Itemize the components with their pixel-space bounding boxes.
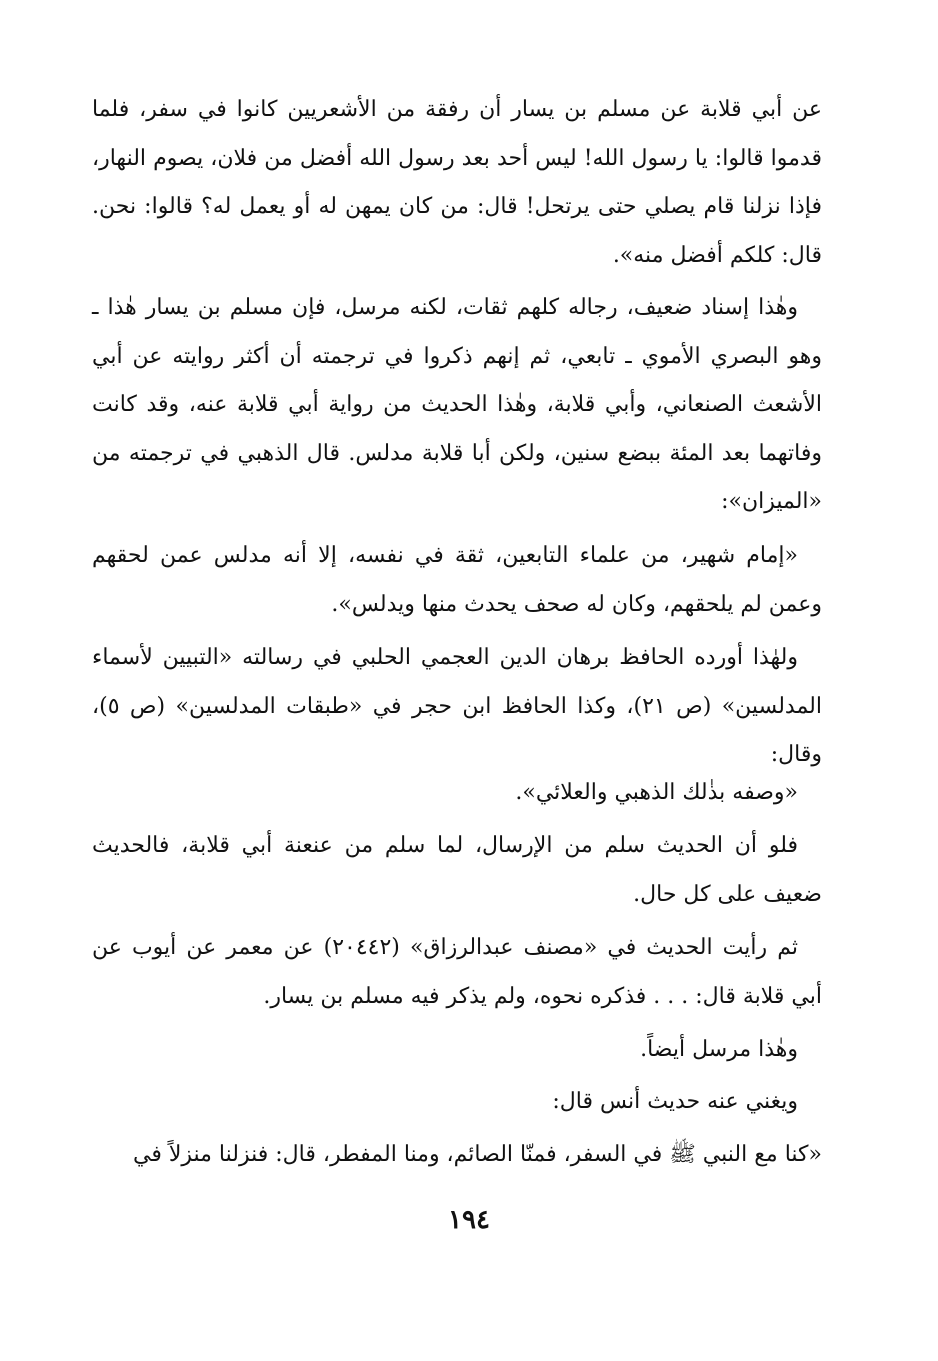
paragraph-hadith-continuation: [92, 86, 822, 280]
paragraph-description-quote: [92, 769, 822, 818]
paragraph: عن أبي قلابة عن مسلم بن يسار أن رفقة من الأشعريين كانوا في سفر، فلما قدموا قالوا: يا رسول الله! ليس أحد بعد رسول الله أفضل من فلان، يصوم النهار، فإذا نزلنا قام يصلي حتى يرتحل! قال: من كان يمهن له أو يعمل له؟ قالوا: نحن. قال: كلكم أفضل منه».: [92, 97, 822, 268]
paragraph: ولهٰذا أورده الحافظ برهان الدين العجمي الحلبي في رسالته «التبيين لأسماء المدلسين» (ص ٢١)، وكذا الحافظ ابن حجر في «طبقات المدلسين» (ص ٥)، وقال:: [92, 645, 822, 767]
paragraph-abdulrazzaq-reference: [92, 924, 822, 1021]
paragraph: «كنا مع النبي ﷺ في السفر، فمنّا الصائم، ومنا المفطر، قال: فنزلنا منزلاً في: [132, 1142, 822, 1167]
paragraph-dhahabi-quote: [92, 532, 822, 629]
paragraph: «إمام شهير، من علماء التابعين، ثقة في نفسه، إلا أنه مدلس عمن لحقهم وعمن لم يلحقهم، وكان له صحف يحدث منها ويدلس».: [92, 543, 822, 617]
page-number: ١٩٤: [448, 1205, 490, 1235]
paragraph-isnad-analysis: [92, 284, 822, 527]
paragraph: ويغني عنه حديث أنس قال:: [552, 1089, 798, 1114]
paragraph-anas-intro: [92, 1078, 822, 1127]
paragraph: وهٰذا إسناد ضعيف، رجاله كلهم ثقات، لكنه مرسل، فإن مسلم بن يسار هٰذا ـ وهو البصري الأموي ـ تابعي، ثم إنهم ذكروا في ترجمته أن أكثر روايته عن أبي الأشعث الصنعاني، وأبي قلابة، وهٰذا الحديث من رواية أبي قلابة عنه، وقد كانت وفاتهما بعد المئة ببضع سنين، ولكن أبا قلابة مدلس. قال الذهبي في ترجمته من «الميزان»:: [92, 295, 822, 514]
paragraph-mudallisin-sources: [92, 634, 822, 780]
paragraph: وهٰذا مرسل أيضاً.: [640, 1037, 798, 1062]
paragraph: ثم رأيت الحديث في «مصنف عبدالرزاق» (٢٠٤٤٢) عن معمر عن أيوب عن أبي قلابة قال: . . . فذكره نحوه، ولم يذكر فيه مسلم بن يسار.: [92, 935, 822, 1009]
paragraph-conclusion: [92, 822, 822, 919]
paragraph-also-mursal: [92, 1026, 822, 1075]
paragraph: «وصفه بذٰلك الذهبي والعلائي».: [515, 780, 798, 805]
paragraph-anas-hadith: [92, 1131, 822, 1180]
paragraph: فلو أن الحديث سلم من الإرسال، لما سلم من عنعنة أبي قلابة، فالحديث ضعيف على كل حال.: [92, 833, 822, 907]
